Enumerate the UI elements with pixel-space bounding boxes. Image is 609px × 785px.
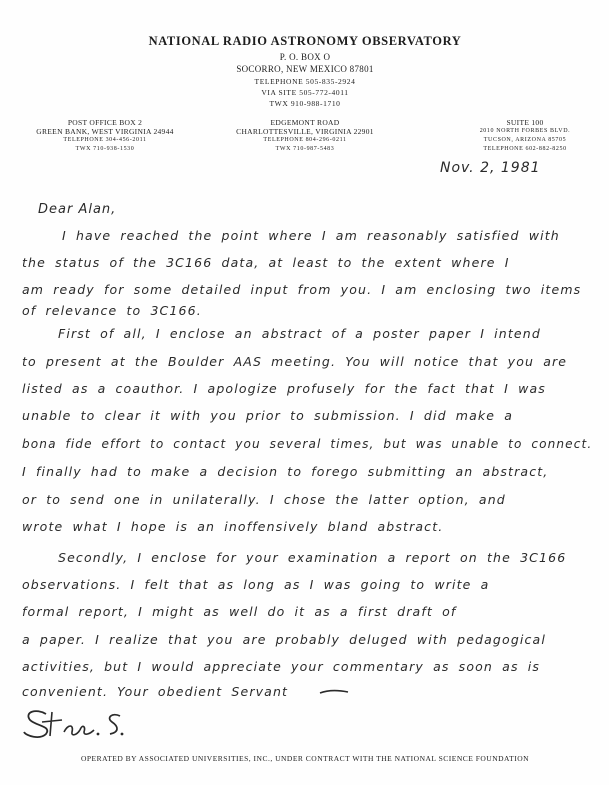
- letter-line-16: a paper. I realize that you are probably deluged with pedagogical: [22, 632, 546, 647]
- letter-line-4: of relevance to 3C166.: [22, 303, 202, 318]
- letter-line-11: or to send one in unilaterally. I chose the latter option, and: [22, 492, 506, 507]
- letter-line-2: the status of the 3C166 data, at least to the extent where I: [22, 255, 510, 270]
- city-line: SOCORRO, NEW MEXICO 87801: [236, 64, 374, 74]
- letter-line-8: unable to clear it with you prior to submission. I did make a: [22, 408, 514, 423]
- letter-line-5: First of all, I enclose an abstract of a poster paper I intend: [58, 326, 541, 341]
- office-left-line-3: TELEPHONE 304-456-2011: [63, 137, 147, 143]
- office-green-bank: [30, 118, 180, 154]
- twx-line: TWX 910-988-1710: [269, 99, 341, 108]
- office-right-line-3: TUCSON, ARIZONA 85705: [483, 137, 567, 143]
- office-center-line-2: CHARLOTTESVILLE, VIRGINIA 22901: [236, 127, 374, 136]
- office-charlottesville: [225, 118, 385, 154]
- letter-line-7: listed as a coauthor. I apologize profusely for the fact that I was: [22, 381, 546, 396]
- office-right-line-1: SUITE 100: [506, 118, 544, 127]
- office-tucson: [455, 118, 595, 154]
- office-left-line-2: GREEN BANK, WEST VIRGINIA 24944: [36, 127, 174, 136]
- po-box: P. O. BOX O: [279, 52, 331, 62]
- office-left-line-4: TWX 710-938-1530: [75, 146, 135, 152]
- letter-line-14: observations. I felt that as long as I was going to write a: [22, 577, 490, 592]
- letter-line-17: activities, but I would appreciate your commentary as soon as is: [22, 659, 541, 674]
- letter-line-9: bona fide effort to contact you several times, but was unable to connect.: [22, 436, 593, 451]
- telephone-line: TELEPHONE 505-835-2924: [254, 77, 356, 86]
- closing-flourish: [318, 686, 350, 698]
- letter-line-6: to present at the Boulder AAS meeting. You will notice that you are: [22, 354, 568, 369]
- letter-line-1: I have reached the point where I am reasonably satisfied with: [62, 228, 560, 243]
- handwritten-signature: [22, 702, 132, 744]
- office-center-line-1: EDGEMONT ROAD: [270, 118, 340, 127]
- letter-line-15: formal report, I might as well do it as a first draft of: [22, 604, 457, 619]
- office-center-line-4: TWX 710-987-5483: [275, 146, 335, 152]
- letter-line-10: I finally had to make a decision to forego submitting an abstract,: [22, 464, 549, 479]
- via-site-line: VIA SITE 505-772-4011: [261, 88, 349, 97]
- letter-line-3: am ready for some detailed input from you. I am enclosing two items: [22, 282, 582, 297]
- letter-line-18: convenient. Your obedient Servant: [22, 684, 289, 699]
- letter-date: Nov. 2, 1981: [440, 160, 541, 176]
- salutation: Dear Alan,: [38, 202, 117, 217]
- office-left-line-1: POST OFFICE BOX 2: [67, 118, 143, 127]
- letter-line-12: wrote what I hope is an inoffensively bland abstract.: [22, 519, 444, 534]
- footer-operated-by: OPERATED BY ASSOCIATED UNIVERSITIES, INC., UNDER CONTRACT WITH THE NATIONAL SCIENCE FOUNDATION: [80, 754, 530, 763]
- office-right-line-2: 2010 NORTH FORBES BLVD.: [479, 128, 571, 134]
- office-center-line-3: TELEPHONE 804-296-0211: [263, 137, 347, 143]
- letter-line-13: Secondly, I enclose for your examination a report on the 3C166: [58, 550, 567, 565]
- organization-name: NATIONAL RADIO ASTRONOMY OBSERVATORY: [148, 34, 462, 48]
- office-right-line-4: TELEPHONE 602-882-8250: [483, 146, 567, 152]
